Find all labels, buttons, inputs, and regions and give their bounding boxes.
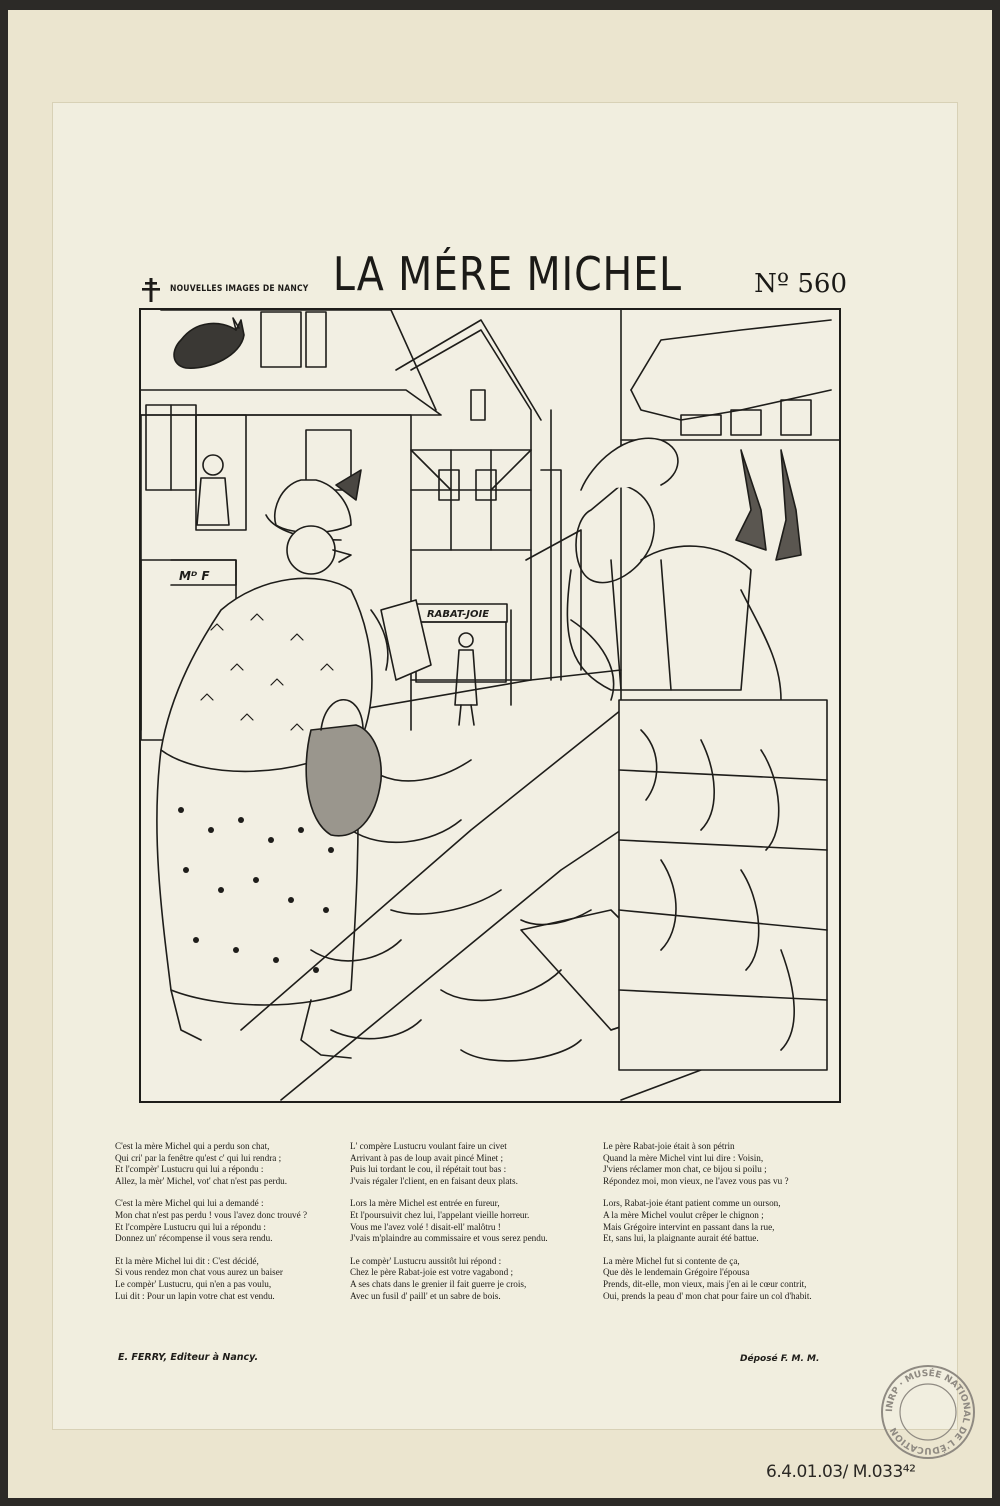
verse-line: Lui dit : Pour un lapin votre chat est vendu.: [115, 1290, 275, 1301]
verse-line: Allez, la mèr' Michel, vot' chat n'est pas perdu.: [115, 1175, 288, 1186]
svg-text:INRP · MUSÉE NATIONAL DE L'ÉDU: [885, 1367, 971, 1455]
print-number: Nº 560: [754, 269, 847, 299]
verse-line: J'vais régaler l'client, en en faisant deux plats.: [350, 1175, 518, 1186]
verse-line: Prends, dit-elle, mon vieux, mais j'en ai le cœur contrit,: [603, 1278, 807, 1289]
stanza: [115, 1141, 365, 1187]
verse-line: J'vais m'plaindre au commissaire et vous serez pendu.: [350, 1233, 548, 1244]
verse-line: Et, sans lui, la plaignante aurait été battue.: [603, 1233, 759, 1244]
verse-line: Qui cri' par la fenêtre qu'est c' qui lui rendra ;: [115, 1152, 282, 1163]
verse-line: Oui, prends la peau d' mon chat pour faire un col d'habit.: [603, 1290, 812, 1301]
masthead: [142, 245, 847, 305]
verse-line: Le compèr' Lustucru aussitôt lui répond :: [350, 1255, 502, 1266]
stanza: [350, 1198, 600, 1244]
verses: [115, 1141, 855, 1311]
verse-column-2: [350, 1141, 600, 1313]
verse-line: Et l'compère Lustucru qui lui a répondu :: [115, 1221, 266, 1232]
series-label: NOUVELLES IMAGES DE NANCY: [170, 284, 309, 294]
stanza: [115, 1256, 365, 1302]
stanza: [350, 1141, 600, 1187]
verse-line: Arrivant à pas de loup avait pincé Minet ;: [350, 1152, 504, 1163]
stanza: [603, 1141, 853, 1187]
verse-line: Vous me l'avez volé ! disait-ell' malôtru !: [350, 1221, 501, 1232]
lorraine-cross-icon: [142, 278, 164, 302]
verse-column-1: [115, 1141, 365, 1313]
verse-line: Et l'compèr' Lustucru qui lui a répondu :: [115, 1164, 264, 1175]
verse-line: A la mère Michel voulut crêper le chignon ;: [603, 1209, 764, 1220]
verse-line: Lors, Rabat-joie étant patient comme un ourson,: [603, 1198, 781, 1209]
verse-line: Mon chat n'est pas perdu ! vous l'avez donc trouvé ?: [115, 1209, 308, 1220]
verse-line: C'est la mère Michel qui a perdu son chat,: [115, 1141, 270, 1151]
shelfmark: 6.4.01.03/ M.033⁴²: [766, 1462, 916, 1482]
illustration: [139, 308, 841, 1103]
verse-line: Donnez un' récompense il vous sera rendu.: [115, 1233, 273, 1244]
shop-sign-left-text: Mᴰ F: [179, 569, 210, 583]
editor-imprint: E. FERRY, Editeur à Nancy.: [118, 1352, 259, 1363]
page-title: LA MÉRE MICHEL: [332, 247, 682, 301]
verse-line: Mais Grégoire intervint en passant dans la rue,: [603, 1221, 775, 1232]
verse-line: La mère Michel fut si contente de ça,: [603, 1255, 740, 1266]
stamp-text: INRP · MUSÉE NATIONAL DE L'ÉDUCATION: [884, 1368, 972, 1456]
verse-line: Lors la mère Michel est entrée en fureur,: [350, 1198, 500, 1209]
street-scene-drawing: [141, 310, 839, 1101]
stanza: [115, 1198, 365, 1244]
verse-line: Si vous rendez mon chat vous aurez un baiser: [115, 1267, 283, 1278]
stanza: [603, 1256, 853, 1302]
verse-line: Puis lui tordant le cou, il répétait tout bas :: [350, 1164, 507, 1175]
verse-line: J'viens réclamer mon chat, ce bijou si poilu ;: [603, 1164, 767, 1175]
verse-line: Avec un fusil d' paill' et un sabre de bois.: [350, 1290, 501, 1301]
verse-line: L' compère Lustucru voulant faire un civet: [350, 1141, 507, 1151]
verse-line: Répondez moi, mon vieux, ne l'avez vous pas vu ?: [603, 1175, 789, 1186]
verse-line: C'est la mère Michel qui lui a demandé :: [115, 1198, 264, 1209]
museum-stamp: [878, 1362, 978, 1462]
verse-line: Le père Rabat-joie était à son pétrin: [603, 1141, 735, 1151]
verse-line: Que dès le lendemain Grégoire l'épousa: [603, 1267, 750, 1278]
verse-line: Le compèr' Lustucru, qui n'en a pas voulu,: [115, 1278, 272, 1289]
verse-line: Et l'poursuivit chez lui, l'appelant vieille horreur.: [350, 1209, 530, 1220]
stanza: [603, 1198, 853, 1244]
verse-line: A ses chats dans le grenier il fait guerre je crois,: [350, 1278, 527, 1289]
legal-deposit: Déposé F. M. M.: [740, 1354, 820, 1364]
verse-column-3: [603, 1141, 853, 1313]
verse-line: Chez le père Rabat-joie est votre vagabond ;: [350, 1267, 514, 1278]
verse-line: Quand la mère Michel vint lui dire : Voisin,: [603, 1152, 764, 1163]
shop-sign-text: RABAT-JOIE: [426, 609, 490, 620]
stanza: [350, 1256, 600, 1302]
verse-line: Et la mère Michel lui dit : C'est décidé,: [115, 1255, 259, 1266]
